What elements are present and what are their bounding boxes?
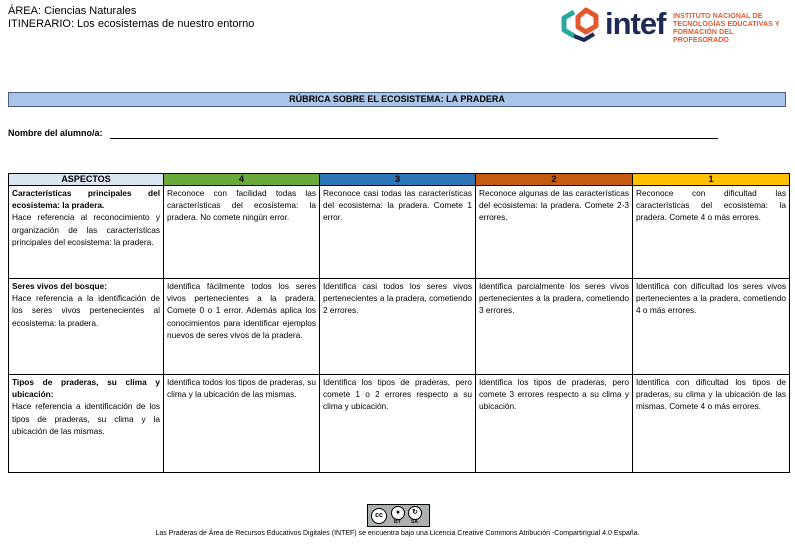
score-1-cell: Reconoce con dificultad las características del ecosistema: la pradera. Comete 4 o más errores. (633, 186, 790, 279)
license-text: Las Praderas de Área de Recursos Educativos Digitales (INTEF) se encuentra bajo una Licencia Creative Commons Atribución -CompartirIgual 4.0 España. (155, 530, 640, 537)
area-label: ÁREA: Ciencias Naturales (8, 5, 137, 17)
table-row (9, 375, 790, 473)
document-header (8, 5, 254, 31)
table-row (9, 186, 790, 279)
by-icon: ● (391, 506, 405, 520)
intef-logo-mark-icon (560, 6, 604, 44)
score-4-cell: Identifica todos los tipos de praderas, su clima y la ubicación de las mismas. (164, 375, 320, 473)
score-2-cell: Identifica los tipos de praderas, pero comete 3 errores respecto a su clima y ubicación. (476, 375, 633, 473)
criterion-cell (9, 375, 164, 473)
header-score-4: 4 (164, 174, 320, 186)
rubric-header-row (9, 174, 790, 186)
criterion-description: Hace referencia al reconocimiento y organización de las características principales del ecosistema: la pradera. (12, 212, 160, 247)
intef-institute-name: INSTITUTO NACIONAL DE TECNOLOGÍAS EDUCATIVAS Y FORMACIÓN DEL PROFESORADO (673, 13, 780, 44)
cc-license-badge[interactable] (367, 504, 430, 527)
criterion-description: Hace referencia a la identificación de los seres vivos pertenecientes al ecosistema: la pradera. (12, 293, 160, 328)
header-score-1: 1 (633, 174, 790, 186)
header-score-3: 3 (320, 174, 476, 186)
student-name-label: Nombre del alumno/a: (8, 128, 103, 138)
sa-label: SA (411, 519, 418, 525)
criterion-cell (9, 279, 164, 375)
score-4-cell: Identifica fácilmente todos los seres vivos pertenecientes a la pradera. Comete 0 o 1 error. Además aplica los conocimientos para identificar ejemplos nuevos de seres vivos de la pradera. (164, 279, 320, 375)
header-score-2: 2 (476, 174, 633, 186)
criterion-cell (9, 186, 164, 279)
cc-icon: cc (371, 508, 387, 524)
criterion-title: Tipos de praderas, su clima y ubicación: (12, 377, 160, 400)
student-name-line (110, 138, 718, 139)
rubric-title: RÚBRICA SOBRE EL ECOSISTEMA: LA PRADERA (8, 92, 786, 107)
sa-icon: ↻ (408, 506, 422, 520)
score-2-cell: Identifica parcialmente los seres vivos pertenecientes a la pradera, cometiendo 3 errores. (476, 279, 633, 375)
score-2-cell: Reconoce algunas de las características del ecosistema: la pradera. Comete 2-3 errores. (476, 186, 633, 279)
rubric-table (8, 173, 790, 473)
score-3-cell: Identifica los tipos de praderas, pero comete 1 o 2 errores respecto a su clima y ubicación. (320, 375, 476, 473)
intef-logo (560, 6, 785, 44)
criterion-title: Seres vivos del bosque: (12, 281, 107, 291)
score-4-cell: Reconoce con facilidad todas las características del ecosistema: la pradera. No comete ningún error. (164, 186, 320, 279)
score-1-cell: Identifica con dificultad los tipos de praderas, su clima y la ubicación de las mismas. Comete 4 o más errores. (633, 375, 790, 473)
score-3-cell: Reconoce casi todas las características del ecosistema: la pradera. Comete 1 error. (320, 186, 476, 279)
header-aspectos: ASPECTOS (9, 174, 164, 186)
score-1-cell: Identifica con dificultad los seres vivos pertenecientes a la pradera, cometiendo 4 o más errores. (633, 279, 790, 375)
intef-wordmark: intef (605, 6, 666, 41)
score-3-cell: Identifica casi todos los seres vivos pertenecientes a la pradera, cometiendo 2 errores. (320, 279, 476, 375)
table-row (9, 279, 790, 375)
by-label: BY (394, 519, 401, 525)
itinerario-label: ITINERARIO: Los ecosistemas de nuestro entorno (8, 18, 255, 30)
criterion-title: Características principales del ecosistema: la pradera. (12, 188, 160, 211)
criterion-description: Hace referencia a identificación de los tipos de praderas, su clima y la ubicación de las mismas. (12, 401, 160, 436)
